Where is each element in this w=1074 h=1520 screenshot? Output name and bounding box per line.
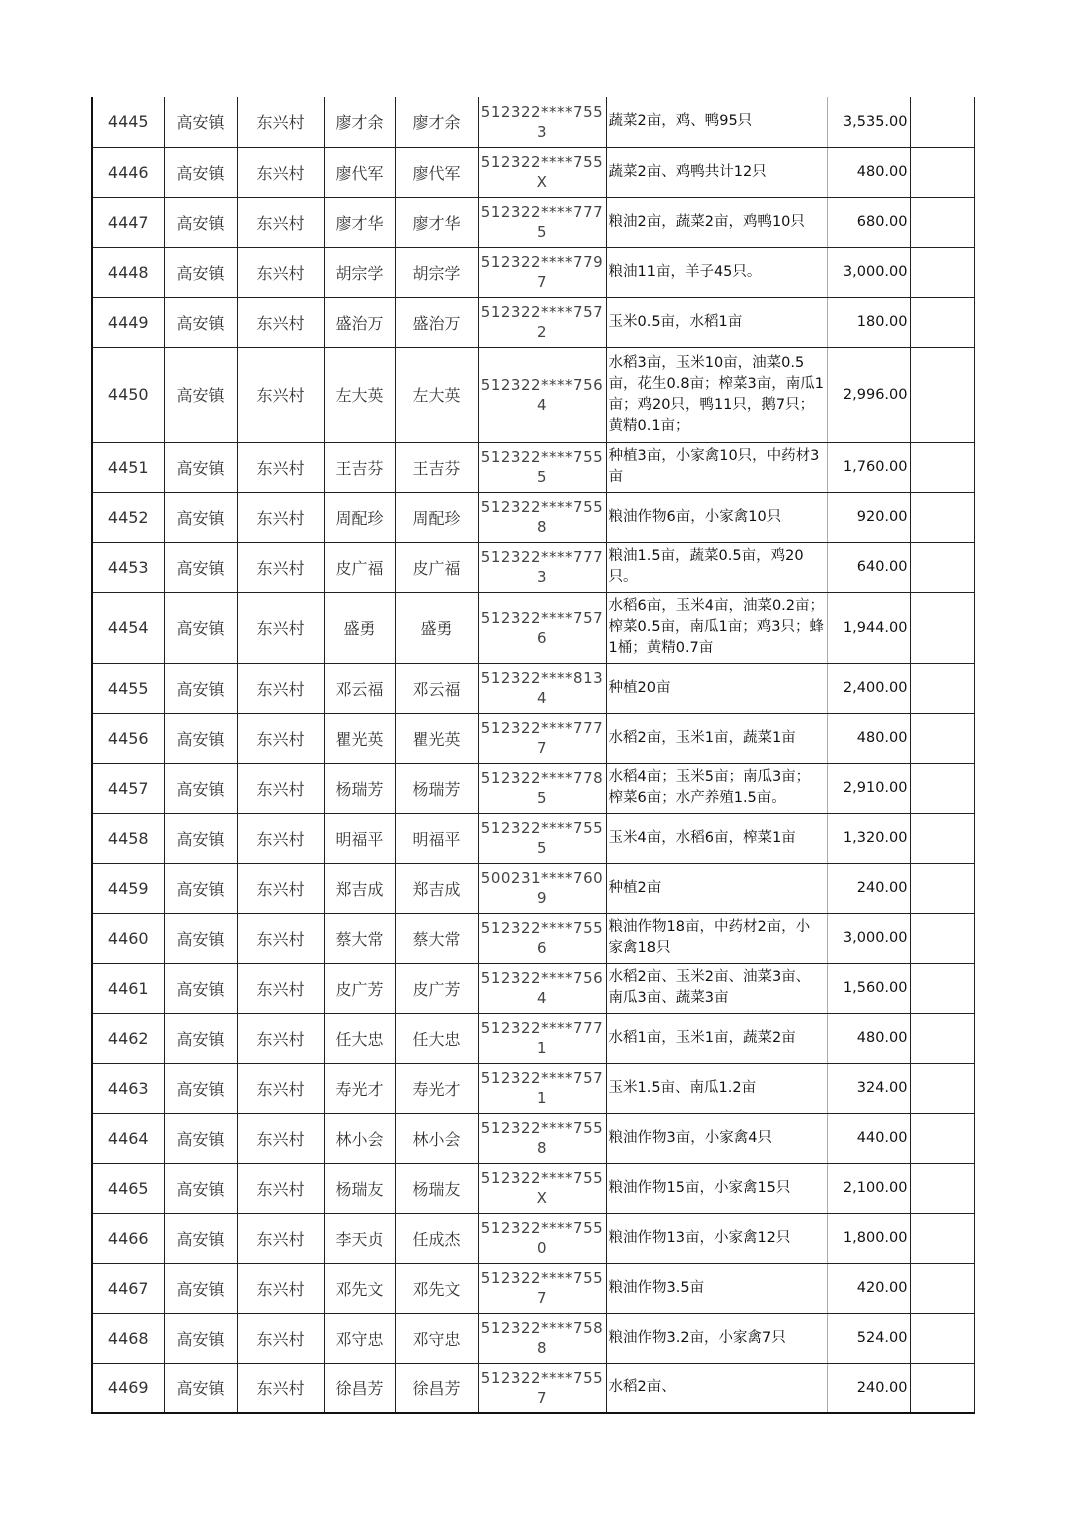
household-name-cell: 王吉芬 [324, 442, 395, 492]
id-number-cell: 512322****7555 [478, 442, 606, 492]
amount-cell: 1,320.00 [827, 813, 910, 863]
id-number-cell: 512322****755X [478, 1163, 606, 1213]
remark-cell [910, 147, 974, 197]
amount-cell: 920.00 [827, 492, 910, 542]
recipient-name-cell: 邓云福 [395, 663, 478, 713]
row-number: 4447 [92, 197, 164, 247]
recipient-name-cell: 任大忠 [395, 1013, 478, 1063]
amount-cell: 2,910.00 [827, 763, 910, 813]
production-detail-cell: 水稻6亩，玉米4亩，油菜0.2亩；榨菜0.5亩，南瓜1亩；鸡3只；蜂1桶；黄精0.7亩 [606, 592, 827, 663]
town-cell: 高安镇 [164, 1113, 237, 1163]
remark-cell [910, 442, 974, 492]
recipient-name-cell: 任成杰 [395, 1213, 478, 1263]
remark-cell [910, 297, 974, 347]
town-cell: 高安镇 [164, 492, 237, 542]
row-number: 4462 [92, 1013, 164, 1063]
row-number: 4455 [92, 663, 164, 713]
town-cell: 高安镇 [164, 763, 237, 813]
village-cell: 东兴村 [237, 297, 324, 347]
town-cell: 高安镇 [164, 1063, 237, 1113]
recipient-name-cell: 盛勇 [395, 592, 478, 663]
production-detail-cell: 玉米4亩，水稻6亩，榨菜1亩 [606, 813, 827, 863]
id-number-cell: 512322****7771 [478, 1013, 606, 1063]
row-number: 4468 [92, 1313, 164, 1363]
production-detail-cell: 粮油作物3.2亩，小家禽7只 [606, 1313, 827, 1363]
town-cell: 高安镇 [164, 197, 237, 247]
household-name-cell: 郑吉成 [324, 863, 395, 913]
household-name-cell: 周配珍 [324, 492, 395, 542]
recipient-name-cell: 瞿光英 [395, 713, 478, 763]
town-cell: 高安镇 [164, 1263, 237, 1313]
remark-cell [910, 492, 974, 542]
recipient-name-cell: 林小会 [395, 1113, 478, 1163]
ledger-body [92, 97, 974, 1413]
town-cell: 高安镇 [164, 913, 237, 963]
table-row [92, 147, 974, 197]
table-row [92, 592, 974, 663]
amount-cell: 3,000.00 [827, 247, 910, 297]
village-cell: 东兴村 [237, 763, 324, 813]
town-cell: 高安镇 [164, 813, 237, 863]
household-name-cell: 邓云福 [324, 663, 395, 713]
id-number-cell: 512322****7557 [478, 1263, 606, 1313]
table-row [92, 1363, 974, 1413]
table-row [92, 1063, 974, 1113]
row-number: 4459 [92, 863, 164, 913]
table-row [92, 297, 974, 347]
row-number: 4454 [92, 592, 164, 663]
village-cell: 东兴村 [237, 1113, 324, 1163]
household-name-cell: 皮广福 [324, 542, 395, 592]
recipient-name-cell: 邓守忠 [395, 1313, 478, 1363]
row-number: 4449 [92, 297, 164, 347]
amount-cell: 680.00 [827, 197, 910, 247]
table-row [92, 97, 974, 147]
recipient-name-cell: 杨瑞芳 [395, 763, 478, 813]
household-name-cell: 盛勇 [324, 592, 395, 663]
village-cell: 东兴村 [237, 1313, 324, 1363]
town-cell: 高安镇 [164, 247, 237, 297]
village-cell: 东兴村 [237, 347, 324, 442]
recipient-name-cell: 周配珍 [395, 492, 478, 542]
table-row [92, 347, 974, 442]
remark-cell [910, 1163, 974, 1213]
town-cell: 高安镇 [164, 1013, 237, 1063]
recipient-name-cell: 明福平 [395, 813, 478, 863]
amount-cell: 1,800.00 [827, 1213, 910, 1263]
amount-cell: 1,944.00 [827, 592, 910, 663]
production-detail-cell: 粮油作物3.5亩 [606, 1263, 827, 1313]
production-detail-cell: 蔬菜2亩，鸡、鸭95只 [606, 97, 827, 147]
id-number-cell: 512322****7564 [478, 347, 606, 442]
amount-cell: 1,560.00 [827, 963, 910, 1013]
remark-cell [910, 713, 974, 763]
remark-cell [910, 763, 974, 813]
subsidy-ledger-table [91, 97, 975, 1414]
recipient-name-cell: 胡宗学 [395, 247, 478, 297]
id-number-cell: 512322****7557 [478, 1363, 606, 1413]
recipient-name-cell: 王吉芬 [395, 442, 478, 492]
town-cell: 高安镇 [164, 542, 237, 592]
row-number: 4467 [92, 1263, 164, 1313]
amount-cell: 480.00 [827, 713, 910, 763]
recipient-name-cell: 廖才余 [395, 97, 478, 147]
village-cell: 东兴村 [237, 197, 324, 247]
household-name-cell: 杨瑞芳 [324, 763, 395, 813]
remark-cell [910, 247, 974, 297]
id-number-cell: 512322****7555 [478, 813, 606, 863]
production-detail-cell: 粮油1.5亩，蔬菜0.5亩，鸡20只。 [606, 542, 827, 592]
amount-cell: 180.00 [827, 297, 910, 347]
remark-cell [910, 1013, 974, 1063]
table-row [92, 1313, 974, 1363]
table-row [92, 1263, 974, 1313]
id-number-cell: 512322****7553 [478, 97, 606, 147]
production-detail-cell: 水稻1亩，玉米1亩，蔬菜2亩 [606, 1013, 827, 1063]
village-cell: 东兴村 [237, 813, 324, 863]
town-cell: 高安镇 [164, 863, 237, 913]
recipient-name-cell: 蔡大常 [395, 913, 478, 963]
remark-cell [910, 347, 974, 442]
production-detail-cell: 粮油作物3亩，小家禽4只 [606, 1113, 827, 1163]
household-name-cell: 蔡大常 [324, 913, 395, 963]
recipient-name-cell: 徐昌芳 [395, 1363, 478, 1413]
production-detail-cell: 水稻4亩；玉米5亩；南瓜3亩；榨菜6亩；水产养殖1.5亩。 [606, 763, 827, 813]
remark-cell [910, 542, 974, 592]
household-name-cell: 胡宗学 [324, 247, 395, 297]
row-number: 4464 [92, 1113, 164, 1163]
amount-cell: 3,000.00 [827, 913, 910, 963]
recipient-name-cell: 皮广芳 [395, 963, 478, 1013]
production-detail-cell: 水稻3亩，玉米10亩，油菜0.5亩，花生0.8亩；榨菜3亩，南瓜1亩；鸡20只，鸭11只，鹅7只；黄精0.1亩； [606, 347, 827, 442]
village-cell: 东兴村 [237, 592, 324, 663]
remark-cell [910, 1063, 974, 1113]
production-detail-cell: 玉米1.5亩、南瓜1.2亩 [606, 1063, 827, 1113]
table-row [92, 542, 974, 592]
remark-cell [910, 663, 974, 713]
production-detail-cell: 粮油作物6亩，小家禽10只 [606, 492, 827, 542]
row-number: 4452 [92, 492, 164, 542]
town-cell: 高安镇 [164, 347, 237, 442]
remark-cell [910, 1263, 974, 1313]
table-row [92, 963, 974, 1013]
table-row [92, 863, 974, 913]
id-number-cell: 512322****7576 [478, 592, 606, 663]
town-cell: 高安镇 [164, 663, 237, 713]
household-name-cell: 林小会 [324, 1113, 395, 1163]
row-number: 4458 [92, 813, 164, 863]
table-row [92, 813, 974, 863]
table-row [92, 1113, 974, 1163]
village-cell: 东兴村 [237, 1213, 324, 1263]
village-cell: 东兴村 [237, 442, 324, 492]
village-cell: 东兴村 [237, 1013, 324, 1063]
town-cell: 高安镇 [164, 1313, 237, 1363]
id-number-cell: 512322****7588 [478, 1313, 606, 1363]
remark-cell [910, 1313, 974, 1363]
recipient-name-cell: 左大英 [395, 347, 478, 442]
table-row [92, 492, 974, 542]
recipient-name-cell: 寿光才 [395, 1063, 478, 1113]
amount-cell: 1,760.00 [827, 442, 910, 492]
town-cell: 高安镇 [164, 1163, 237, 1213]
village-cell: 东兴村 [237, 542, 324, 592]
remark-cell [910, 197, 974, 247]
id-number-cell: 512322****755X [478, 147, 606, 197]
production-detail-cell: 玉米0.5亩，水稻1亩 [606, 297, 827, 347]
amount-cell: 240.00 [827, 863, 910, 913]
town-cell: 高安镇 [164, 1363, 237, 1413]
row-number: 4453 [92, 542, 164, 592]
id-number-cell: 500231****7609 [478, 863, 606, 913]
town-cell: 高安镇 [164, 963, 237, 1013]
row-number: 4456 [92, 713, 164, 763]
town-cell: 高安镇 [164, 1213, 237, 1263]
production-detail-cell: 粮油11亩，羊子45只。 [606, 247, 827, 297]
row-number: 4465 [92, 1163, 164, 1213]
household-name-cell: 盛治万 [324, 297, 395, 347]
row-number: 4446 [92, 147, 164, 197]
row-number: 4460 [92, 913, 164, 963]
household-name-cell: 廖才华 [324, 197, 395, 247]
amount-cell: 524.00 [827, 1313, 910, 1363]
amount-cell: 480.00 [827, 1013, 910, 1063]
town-cell: 高安镇 [164, 442, 237, 492]
production-detail-cell: 水稻2亩，玉米1亩，蔬菜1亩 [606, 713, 827, 763]
amount-cell: 440.00 [827, 1113, 910, 1163]
remark-cell [910, 592, 974, 663]
household-name-cell: 邓先文 [324, 1263, 395, 1313]
recipient-name-cell: 盛治万 [395, 297, 478, 347]
household-name-cell: 明福平 [324, 813, 395, 863]
id-number-cell: 512322****7558 [478, 492, 606, 542]
id-number-cell: 512322****7556 [478, 913, 606, 963]
amount-cell: 480.00 [827, 147, 910, 197]
row-number: 4466 [92, 1213, 164, 1263]
table-row [92, 1163, 974, 1213]
production-detail-cell: 粮油作物13亩，小家禽12只 [606, 1213, 827, 1263]
table-row [92, 763, 974, 813]
recipient-name-cell: 郑吉成 [395, 863, 478, 913]
row-number: 4461 [92, 963, 164, 1013]
production-detail-cell: 蔬菜2亩、鸡鸭共计12只 [606, 147, 827, 197]
id-number-cell: 512322****7572 [478, 297, 606, 347]
remark-cell [910, 97, 974, 147]
household-name-cell: 任大忠 [324, 1013, 395, 1063]
row-number: 4445 [92, 97, 164, 147]
id-number-cell: 512322****7777 [478, 713, 606, 763]
household-name-cell: 廖代军 [324, 147, 395, 197]
remark-cell [910, 1113, 974, 1163]
village-cell: 东兴村 [237, 913, 324, 963]
id-number-cell: 512322****7564 [478, 963, 606, 1013]
id-number-cell: 512322****7550 [478, 1213, 606, 1263]
table-row [92, 1213, 974, 1263]
row-number: 4469 [92, 1363, 164, 1413]
village-cell: 东兴村 [237, 147, 324, 197]
row-number: 4450 [92, 347, 164, 442]
village-cell: 东兴村 [237, 1263, 324, 1313]
town-cell: 高安镇 [164, 592, 237, 663]
household-name-cell: 皮广芳 [324, 963, 395, 1013]
row-number: 4448 [92, 247, 164, 297]
town-cell: 高安镇 [164, 147, 237, 197]
remark-cell [910, 1213, 974, 1263]
remark-cell [910, 1363, 974, 1413]
recipient-name-cell: 杨瑞友 [395, 1163, 478, 1213]
village-cell: 东兴村 [237, 663, 324, 713]
production-detail-cell: 种植20亩 [606, 663, 827, 713]
remark-cell [910, 813, 974, 863]
id-number-cell: 512322****7785 [478, 763, 606, 813]
id-number-cell: 512322****7558 [478, 1113, 606, 1163]
household-name-cell: 李天贞 [324, 1213, 395, 1263]
id-number-cell: 512322****7571 [478, 1063, 606, 1113]
amount-cell: 420.00 [827, 1263, 910, 1313]
village-cell: 东兴村 [237, 1363, 324, 1413]
id-number-cell: 512322****8134 [478, 663, 606, 713]
row-number: 4457 [92, 763, 164, 813]
village-cell: 东兴村 [237, 713, 324, 763]
table-row [92, 442, 974, 492]
village-cell: 东兴村 [237, 963, 324, 1013]
row-number: 4463 [92, 1063, 164, 1113]
recipient-name-cell: 廖才华 [395, 197, 478, 247]
village-cell: 东兴村 [237, 247, 324, 297]
table-row [92, 713, 974, 763]
household-name-cell: 寿光才 [324, 1063, 395, 1113]
production-detail-cell: 粮油作物18亩，中药材2亩，小家禽18只 [606, 913, 827, 963]
village-cell: 东兴村 [237, 97, 324, 147]
id-number-cell: 512322****7797 [478, 247, 606, 297]
amount-cell: 240.00 [827, 1363, 910, 1413]
production-detail-cell: 粮油2亩，蔬菜2亩，鸡鸭10只 [606, 197, 827, 247]
remark-cell [910, 863, 974, 913]
table-row [92, 247, 974, 297]
recipient-name-cell: 皮广福 [395, 542, 478, 592]
village-cell: 东兴村 [237, 1063, 324, 1113]
town-cell: 高安镇 [164, 713, 237, 763]
production-detail-cell: 水稻2亩、 [606, 1363, 827, 1413]
amount-cell: 640.00 [827, 542, 910, 592]
household-name-cell: 廖才余 [324, 97, 395, 147]
household-name-cell: 杨瑞友 [324, 1163, 395, 1213]
table-row [92, 913, 974, 963]
production-detail-cell: 水稻2亩、玉米2亩、油菜3亩、南瓜3亩、蔬菜3亩 [606, 963, 827, 1013]
household-name-cell: 瞿光英 [324, 713, 395, 763]
amount-cell: 3,535.00 [827, 97, 910, 147]
row-number: 4451 [92, 442, 164, 492]
recipient-name-cell: 邓先文 [395, 1263, 478, 1313]
production-detail-cell: 粮油作物15亩，小家禽15只 [606, 1163, 827, 1213]
household-name-cell: 徐昌芳 [324, 1363, 395, 1413]
production-detail-cell: 种植2亩 [606, 863, 827, 913]
amount-cell: 324.00 [827, 1063, 910, 1113]
id-number-cell: 512322****7773 [478, 542, 606, 592]
town-cell: 高安镇 [164, 297, 237, 347]
village-cell: 东兴村 [237, 1163, 324, 1213]
amount-cell: 2,100.00 [827, 1163, 910, 1213]
amount-cell: 2,996.00 [827, 347, 910, 442]
table-row [92, 197, 974, 247]
village-cell: 东兴村 [237, 492, 324, 542]
remark-cell [910, 963, 974, 1013]
household-name-cell: 邓守忠 [324, 1313, 395, 1363]
recipient-name-cell: 廖代军 [395, 147, 478, 197]
village-cell: 东兴村 [237, 863, 324, 913]
id-number-cell: 512322****7775 [478, 197, 606, 247]
table-row [92, 1013, 974, 1063]
production-detail-cell: 种植3亩，小家禽10只，中药材3亩 [606, 442, 827, 492]
remark-cell [910, 913, 974, 963]
town-cell: 高安镇 [164, 97, 237, 147]
amount-cell: 2,400.00 [827, 663, 910, 713]
table-row [92, 663, 974, 713]
household-name-cell: 左大英 [324, 347, 395, 442]
